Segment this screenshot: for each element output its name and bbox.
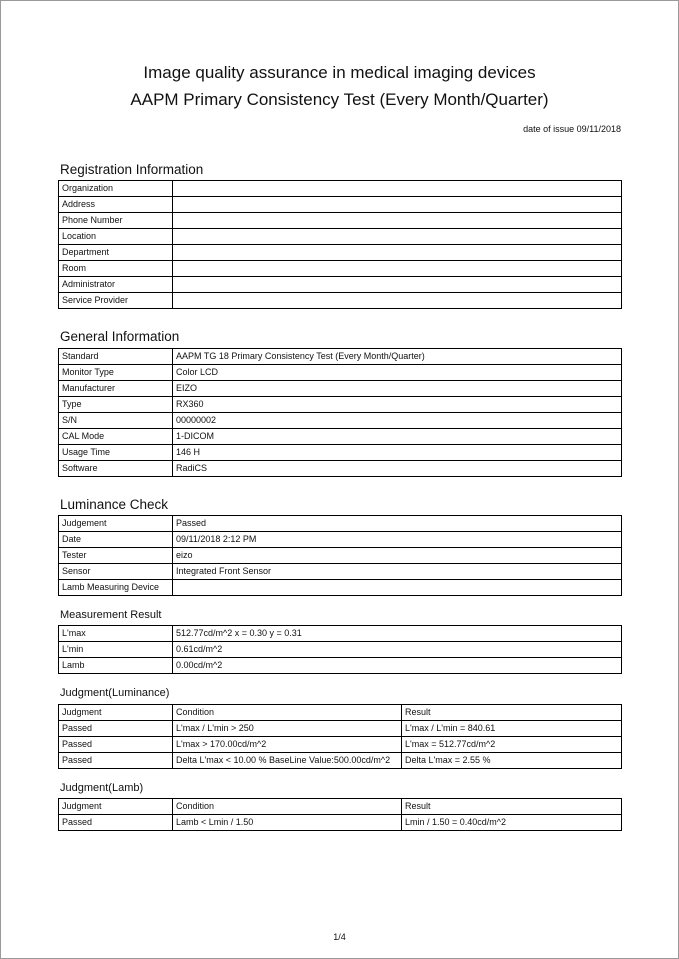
table-cell: Delta L'max < 10.00 % BaseLine Value:500.00cd/m^2	[173, 753, 402, 769]
row-value	[173, 261, 622, 277]
row-label: Service Provider	[59, 293, 173, 309]
table-cell: Passed	[59, 753, 173, 769]
table-row	[59, 532, 622, 548]
table-cell: Lamb < Lmin / 1.50	[173, 815, 402, 831]
column-header: Condition	[173, 799, 402, 815]
report-title: Image quality assurance in medical imaging devices	[143, 63, 536, 82]
table-row	[59, 516, 622, 532]
table-row	[59, 197, 622, 213]
page-number: 1/4	[333, 932, 346, 942]
row-label: Standard	[59, 349, 173, 365]
table-cell: L'max = 512.77cd/m^2	[402, 737, 622, 753]
row-label: Usage Time	[59, 445, 173, 461]
table-row	[59, 548, 622, 564]
table-row	[59, 815, 622, 831]
row-value	[173, 580, 622, 596]
row-value: 00000002	[173, 413, 622, 429]
row-value: EIZO	[173, 381, 622, 397]
row-label: Administrator	[59, 277, 173, 293]
row-value: Passed	[173, 516, 622, 532]
table-row	[59, 381, 622, 397]
table-cell: Passed	[59, 737, 173, 753]
table-row	[59, 445, 622, 461]
row-value: RX360	[173, 397, 622, 413]
row-value: AAPM TG 18 Primary Consistency Test (Every Month/Quarter)	[173, 349, 622, 365]
table-cell: Passed	[59, 721, 173, 737]
row-value: 512.77cd/m^2 x = 0.30 y = 0.31	[173, 626, 622, 642]
luminance-check-heading: Luminance Check	[60, 497, 169, 512]
table-row	[59, 429, 622, 445]
table-cell: L'max / L'min = 840.61	[402, 721, 622, 737]
table-cell: L'max / L'min > 250	[173, 721, 402, 737]
row-value: Integrated Front Sensor	[173, 564, 622, 580]
row-label: Judgement	[59, 516, 173, 532]
judgment-luminance-table	[58, 704, 622, 769]
table-cell: Delta L'max = 2.55 %	[402, 753, 622, 769]
table-row	[59, 213, 622, 229]
measurement-heading: Measurement Result	[60, 609, 162, 621]
table-row	[59, 349, 622, 365]
table-cell: L'max > 170.00cd/m^2	[173, 737, 402, 753]
row-value	[173, 293, 622, 309]
row-label: Lamb	[59, 658, 173, 674]
row-value: 0.61cd/m^2	[173, 642, 622, 658]
column-header: Result	[402, 705, 622, 721]
row-label: Type	[59, 397, 173, 413]
table-cell: Passed	[59, 815, 173, 831]
row-label: CAL Mode	[59, 429, 173, 445]
table-row	[59, 293, 622, 309]
table-row	[59, 397, 622, 413]
row-label: Software	[59, 461, 173, 477]
table-row	[59, 181, 622, 197]
row-label: Monitor Type	[59, 365, 173, 381]
judgment-luminance-heading: Judgment(Luminance)	[60, 687, 170, 699]
registration-table	[58, 180, 622, 309]
row-label: Tester	[59, 548, 173, 564]
row-value: 146 H	[173, 445, 622, 461]
table-row	[59, 261, 622, 277]
table-row	[59, 580, 622, 596]
column-header: Result	[402, 799, 622, 815]
table-header-row	[59, 705, 622, 721]
table-row	[59, 365, 622, 381]
table-row	[59, 737, 622, 753]
row-label: L'min	[59, 642, 173, 658]
row-value	[173, 229, 622, 245]
table-row	[59, 753, 622, 769]
measurement-table	[58, 625, 622, 674]
table-row	[59, 245, 622, 261]
report-subtitle: AAPM Primary Consistency Test (Every Month/Quarter)	[130, 90, 549, 109]
judgment-lamb-table	[58, 798, 622, 831]
column-header: Judgment	[59, 799, 173, 815]
table-row	[59, 564, 622, 580]
registration-heading: Registration Information	[60, 162, 204, 177]
row-value: eizo	[173, 548, 622, 564]
luminance-check-table	[58, 515, 622, 596]
row-value	[173, 245, 622, 261]
date-of-issue: date of issue 09/11/2018	[523, 124, 621, 134]
row-value	[173, 277, 622, 293]
row-value: Color LCD	[173, 365, 622, 381]
row-value: 09/11/2018 2:12 PM	[173, 532, 622, 548]
table-row	[59, 658, 622, 674]
row-label: L'max	[59, 626, 173, 642]
table-row	[59, 461, 622, 477]
general-heading: General Information	[60, 329, 180, 344]
row-label: Phone Number	[59, 213, 173, 229]
row-value: 1-DICOM	[173, 429, 622, 445]
table-row	[59, 626, 622, 642]
table-cell: Lmin / 1.50 = 0.40cd/m^2	[402, 815, 622, 831]
row-value	[173, 213, 622, 229]
row-value	[173, 181, 622, 197]
general-table	[58, 348, 622, 477]
row-value: RadiCS	[173, 461, 622, 477]
table-row	[59, 277, 622, 293]
table-row	[59, 229, 622, 245]
row-label: Location	[59, 229, 173, 245]
row-label: Date	[59, 532, 173, 548]
column-header: Condition	[173, 705, 402, 721]
column-header: Judgment	[59, 705, 173, 721]
row-label: Address	[59, 197, 173, 213]
row-label: Manufacturer	[59, 381, 173, 397]
row-value	[173, 197, 622, 213]
table-row	[59, 642, 622, 658]
row-value: 0.00cd/m^2	[173, 658, 622, 674]
judgment-lamb-heading: Judgment(Lamb)	[60, 782, 144, 794]
table-row	[59, 721, 622, 737]
row-label: Lamb Measuring Device	[59, 580, 173, 596]
row-label: Room	[59, 261, 173, 277]
row-label: Department	[59, 245, 173, 261]
table-header-row	[59, 799, 622, 815]
row-label: S/N	[59, 413, 173, 429]
table-row	[59, 413, 622, 429]
row-label: Organization	[59, 181, 173, 197]
row-label: Sensor	[59, 564, 173, 580]
